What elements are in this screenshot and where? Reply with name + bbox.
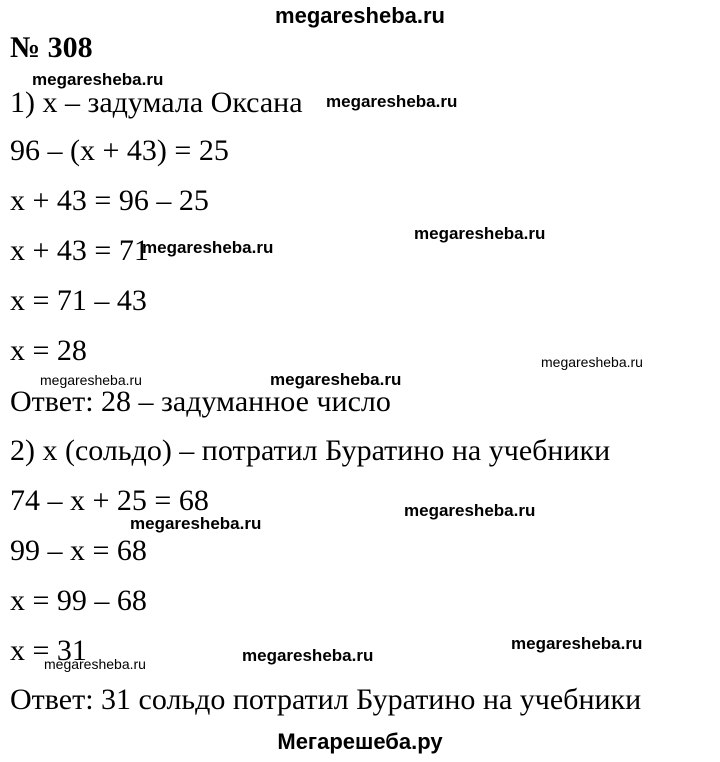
header-site-name: megaresheba.ru	[275, 3, 445, 28]
footer-site-name: Мегарешеба.ру	[277, 729, 443, 754]
solution-line-8: 2) x (сольдо) – потратил Буратино на учебники	[10, 434, 611, 467]
watermark: megaresheba.ru	[32, 70, 164, 89]
answer-line-1: Ответ: 28 – задуманное число	[10, 385, 391, 418]
solution-line-2: 96 – (x + 43) = 25	[10, 134, 229, 167]
solution-line-10: 99 – x = 68	[10, 534, 147, 567]
watermark: megaresheba.ru	[541, 354, 643, 370]
watermark: megaresheba.ru	[40, 372, 142, 388]
watermark: megaresheba.ru	[404, 501, 536, 520]
solution-line-9: 74 – x + 25 = 68	[10, 484, 209, 517]
solution-line-6: x = 28	[10, 334, 87, 367]
solution-line-4: x + 43 = 71	[10, 234, 149, 267]
watermark: megaresheba.ru	[414, 224, 546, 243]
watermark: megaresheba.ru	[270, 370, 402, 389]
watermark: megaresheba.ru	[511, 634, 643, 653]
solution-line-11: x = 99 – 68	[10, 584, 147, 617]
watermark: megaresheba.ru	[44, 656, 146, 672]
watermark: megaresheba.ru	[142, 238, 274, 257]
watermark: megaresheba.ru	[326, 92, 458, 111]
watermark: megaresheba.ru	[130, 514, 262, 533]
solution-line-12: x = 31	[10, 634, 87, 667]
solution-line-5: x = 71 – 43	[10, 284, 147, 317]
solution-line-3: x + 43 = 96 – 25	[10, 184, 209, 217]
answer-line-2: Ответ: 31 сольдо потратил Буратино на учебники	[10, 683, 642, 716]
watermark: megaresheba.ru	[242, 646, 374, 665]
task-number: № 308	[10, 31, 93, 64]
solution-line-1: 1) x – задумала Оксана	[10, 86, 303, 119]
